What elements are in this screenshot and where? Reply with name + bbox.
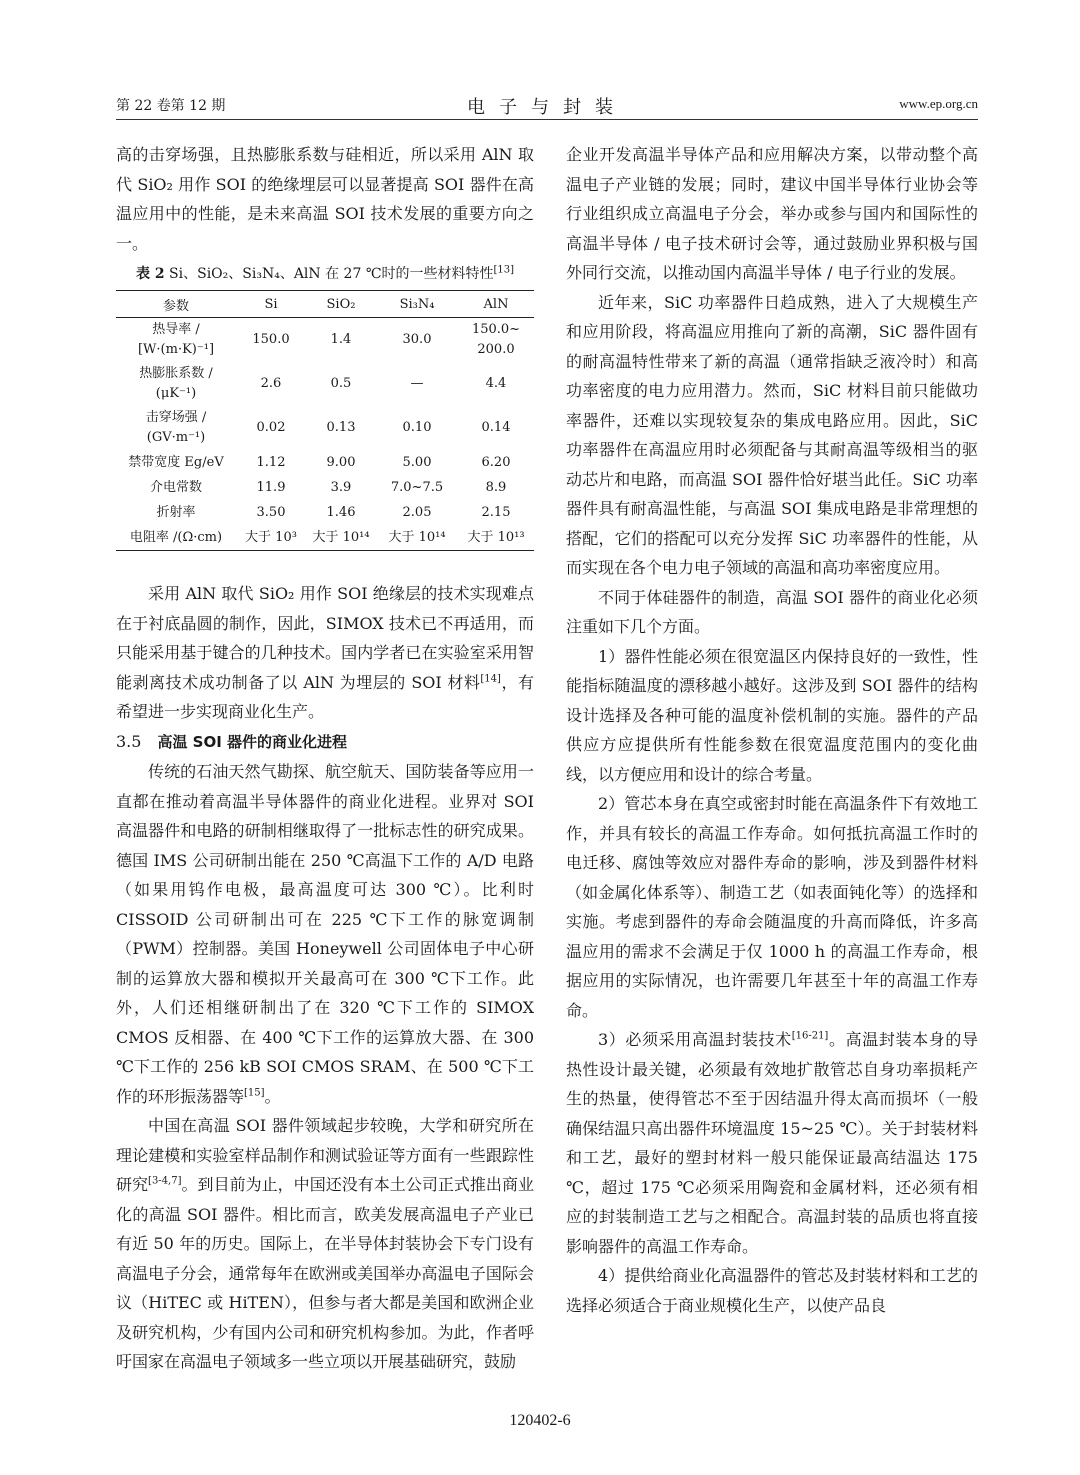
journal-website: www.ep.org.cn <box>899 96 978 111</box>
table-header-cell: Si <box>264 296 278 312</box>
table-value-cell <box>236 525 306 551</box>
right-paragraph-3: 不同于体硅器件的制造，高温 SOI 器件的商业化必须注重如下几个方面。 <box>566 587 978 636</box>
table-row <box>116 475 534 500</box>
table-value-cell <box>306 450 376 475</box>
citation-ref: [15] <box>244 1087 265 1099</box>
left-column <box>116 140 534 1377</box>
table-cell-text: 2.6 <box>260 376 282 391</box>
left-paragraph-4 <box>116 1111 534 1377</box>
table-row <box>116 450 534 475</box>
right-paragraph-2: 近年来，SiC 功率器件日趋成熟，进入了大规模生产和应用阶段，将高温应用推向了新的高潮，SiC 器件固有的耐高温特性带来了新的高温（通常指缺乏液冷时）和高功率密度的电力应用潜力。然而，SiC 材料目前只能做功率器件，还难以实现较复杂的集成电路应用。因此，SiC 功率器件在高温应用时必须配备与其耐高温等级相当的驱动芯片和电路，而高温 SOI 器件恰好堪当此任。SiC 功率器件具有耐高温性能，与高温 SOI 集成电路是非常理想的搭配，它们的搭配可以充分发挥 SiC 功率器件的性能，从而实现在各个电力电子领域的高温和高功率密度应用。 <box>566 292 978 577</box>
table-row <box>116 318 534 363</box>
table-cell-text: 折射率 <box>156 504 196 520</box>
left-paragraph-4-tail: 。到目前为止，中国还没有本土公司正式推出商业化的高温 SOI 器件。相比而言，欧美发展高温电子产业已有近 50 年的历史。国际上，在半导体封装协会下专门设有高温电子分会，通常每年在欧洲或美国举办高温电子国际会议（HiTEC 或 HiTEN），但参与者大都是美国和欧洲企业及研究机构，少有国内公司和研究机构参加。为此，作者呼吁国家在高温电子领域多一些立项以开展基础研究，鼓励 <box>116 1175 534 1371</box>
table-value-cell <box>306 525 376 551</box>
left-paragraph-3 <box>116 757 534 1111</box>
table-cell-text: 150.0~ 200.0 <box>471 322 521 357</box>
table-cell-text: 大于 10¹⁴ <box>388 529 446 545</box>
table-cell-text: 0.5 <box>330 376 352 391</box>
table-caption-label: 表 2 <box>135 266 165 282</box>
table-cell-text: 11.9 <box>256 479 286 495</box>
citation-ref: [3-4,7] <box>148 1175 182 1187</box>
table-cell-text: 0.14 <box>481 420 511 435</box>
table-value-cell <box>376 475 458 500</box>
table-caption-ref: [13] <box>493 264 515 276</box>
table-caption-text: Si、SiO₂、Si₃N₄、AlN 在 27 ℃时的一些材料特性 <box>169 266 494 282</box>
table-cell-text: 2.15 <box>481 504 511 520</box>
table-cell-text: 0.13 <box>326 420 356 435</box>
table-param-cell <box>116 525 236 551</box>
table-value-cell <box>376 500 458 525</box>
left-paragraph-2-text: 采用 AlN 取代 SiO₂ 用作 SOI 绝缘层的技术实现难点在于衬底晶圆的制作，因此，SIMOX 技术已不再适用，而只能采用基于键合的几种技术。国内学者已在实验室采用智能剥离技术成功制备了以 AlN 为埋层的 SOI 材料 <box>116 584 534 692</box>
section-heading <box>116 727 534 758</box>
right-paragraph-5: 2）管芯本身在真空或密封时能在高温条件下有效地工作，并具有较长的高温工作寿命。如何抵抗高温工作时的电迁移、腐蚀等效应对器件寿命的影响，涉及到器件材料（如金属化体系等）、制造工艺（如表面钝化等）的选择和实施。考虑到器件的寿命会随温度的升高而降低，许多高温应用的需求不会满足于仅 1000 h 的高温工作寿命，根据应用的实际情况，也许需要几年甚至十年的高温工作寿命。 <box>566 794 978 1020</box>
journal-volume: 第 22 卷第 12 期 <box>116 98 226 114</box>
left-paragraph-1: 高的击穿场强，且热膨胀系数与硅相近，所以采用 AlN 取代 SiO₂ 用作 SOI 的绝缘埋层可以显著提高 SOI 器件在高温应用中的性能，是未来高温 SOI 技术发展的重要方向之一。 <box>116 145 534 253</box>
table-value-cell <box>376 362 458 406</box>
table-row <box>116 406 534 450</box>
table-value-cell <box>458 362 534 406</box>
table-cell-text: 热导率 / [W·(m·K)⁻¹] <box>137 322 215 357</box>
table-value-cell <box>306 318 376 363</box>
table-value-cell <box>236 500 306 525</box>
table-value-cell <box>236 362 306 406</box>
table-cell-text: 6.20 <box>481 454 511 470</box>
table-param-cell <box>116 500 236 525</box>
table-row <box>116 362 534 406</box>
table-value-cell <box>376 318 458 363</box>
right-paragraph-6-text: 3）必须采用高温封装技术 <box>598 1030 792 1049</box>
journal-title: 电子与封装 <box>467 97 627 118</box>
table-value-cell <box>376 525 458 551</box>
table-cell-text: 热膨胀系数 / (μK⁻¹) <box>139 366 213 401</box>
table-cell-text: 8.9 <box>485 479 507 495</box>
table-value-cell <box>236 475 306 500</box>
table-caption <box>116 264 534 284</box>
table-cell-text: 4.4 <box>485 376 507 391</box>
right-column <box>566 140 978 1320</box>
table-value-cell <box>306 500 376 525</box>
table-cell-text: 1.12 <box>256 454 286 470</box>
table-header-cell: 参数 <box>162 298 189 314</box>
table-value-cell <box>458 500 534 525</box>
table-param-cell <box>116 406 236 450</box>
left-paragraph-2 <box>116 579 534 727</box>
right-paragraph-6-tail: 。高温封装本身的导热性设计最关键，必须最有效地扩散管芯自身功率损耗产生的热量，使得管芯不至于因结温升得太高而损坏（一般确保结温只高出器件环境温度 15~25 ℃）。关于封装材料和工艺，最好的塑封材料一般只能保证最高结温达 175 ℃，超过 175 ℃必须采用陶瓷和金属材料，还必须有相应的封装制造工艺与之相配合。高温封装的品质也将直接影响器件的高温工作寿命。 <box>566 1030 978 1256</box>
table-header-cell: SiO₂ <box>326 296 356 312</box>
page-header <box>116 93 978 120</box>
table-value-cell <box>306 406 376 450</box>
table-value-cell <box>306 475 376 500</box>
material-properties-table <box>116 290 534 551</box>
table-value-cell <box>236 406 306 450</box>
table-value-cell <box>458 525 534 551</box>
page-number: 120402-6 <box>509 1412 571 1429</box>
citation-ref: [14] <box>480 673 501 685</box>
table-cell-text: 介电常数 <box>149 479 202 495</box>
table-cell-text: 7.0~7.5 <box>390 479 444 495</box>
right-paragraph-4: 1）器件性能必须在很宽温区内保持良好的一致性，性能指标随温度的漂移越小越好。这涉及到 SOI 器件的结构设计选择及各种可能的温度补偿机制的实施。器件的产品供应方应提供所有性能参数在很宽温度范围内的变化曲线，以方便应用和设计的综合考量。 <box>566 646 978 784</box>
table-param-cell <box>116 450 236 475</box>
table-value-cell <box>458 406 534 450</box>
table-row <box>116 525 534 551</box>
table-value-cell <box>236 318 306 363</box>
table-param-cell <box>116 318 236 363</box>
table-cell-text: 1.46 <box>326 504 356 520</box>
right-paragraph-6 <box>566 1025 978 1261</box>
table-cell-text: 大于 10³ <box>245 529 297 545</box>
table-body <box>116 318 534 551</box>
table-cell-text: 击穿场强 / (GV·m⁻¹) <box>145 410 207 445</box>
table-cell-text: 大于 10¹⁴ <box>312 529 370 545</box>
table-cell-text: 9.00 <box>326 454 356 470</box>
right-paragraph-1: 企业开发高温半导体产品和应用解决方案，以带动整个高温电子产业链的发展；同时，建议中国半导体行业协会等行业组织成立高温电子分会，举办或参与国内和国际性的高温半导体 / 电子技术研讨会等，通过鼓励业界积极与国外同行交流，以推动国内高温半导体 / 电子行业的发展。 <box>566 145 978 282</box>
table-cell-text: 大于 10¹³ <box>467 529 525 545</box>
left-paragraph-4-text: 中国在高温 SOI 器件领域起步较晚，大学和研究所在理论建模和实验室样品制作和测试验证等方面有一些跟踪性研究 <box>116 1116 534 1194</box>
table-cell-text: — <box>410 376 424 391</box>
table-cell-text: 2.05 <box>402 504 432 520</box>
citation-ref: [16-21] <box>791 1030 829 1042</box>
table-value-cell <box>306 362 376 406</box>
table-header-row <box>116 291 534 318</box>
table-cell-text: 0.10 <box>402 420 432 435</box>
table-value-cell <box>458 318 534 363</box>
table-value-cell <box>376 450 458 475</box>
table-cell-text: 150.0 <box>252 332 290 347</box>
table-cell-text: 3.50 <box>256 504 286 520</box>
table-value-cell <box>458 450 534 475</box>
table-header-cell: AlN <box>483 296 509 312</box>
table-param-cell <box>116 362 236 406</box>
table-value-cell <box>458 475 534 500</box>
table-cell-text: 3.9 <box>330 479 352 495</box>
table-cell-text: 电阻率 /(Ω·cm) <box>129 529 223 545</box>
table-value-cell <box>236 450 306 475</box>
section-title: 高温 SOI 器件的商业化进程 <box>157 732 348 751</box>
table-cell-text: 30.0 <box>402 332 432 347</box>
left-paragraph-3-text: 传统的石油天然气勘探、航空航天、国防装备等应用一直都在推动着高温半导体器件的商业化进程。业界对 SOI 高温器件和电路的研制相继取得了一批标志性的研究成果。德国 IMS 公司研制出能在 250 ℃高温下工作的 A/D 电路（如果用钨作电极，最高温度可达 300 ℃）。比利时 CISSOID 公司研制出可在 225 ℃下工作的脉宽调制（PWM）控制器。美国 Honeywell 公司固体电子中心研制的运算放大器和模拟开关最高可在 300 ℃下工作。此外，人们还相继研制出了在 320 ℃下工作的 SIMOX CMOS 反相器、在 400 ℃下工作的运算放大器、在 300 ℃下工作的 256 kB SOI CMOS SRAM、在 500 ℃下工作的环形振荡器等 <box>116 762 534 1106</box>
right-paragraph-7: 4）提供给商业化高温器件的管芯及封装材料和工艺的选择必须适合于商业规模化生产，以使产品良 <box>566 1266 978 1315</box>
table-param-cell <box>116 475 236 500</box>
table-value-cell <box>376 406 458 450</box>
table-cell-text: 5.00 <box>402 454 432 470</box>
table-cell-text: 禁带宽度 Eg/eV <box>128 454 224 470</box>
section-number: 3.5 <box>116 731 142 751</box>
left-paragraph-3-tail: 。 <box>264 1086 281 1106</box>
table-header-cell: Si₃N₄ <box>399 296 435 312</box>
left-paragraph-2-tail: ，有希望进一步实现商业化生产。 <box>116 672 534 721</box>
table-cell-text: 1.4 <box>330 332 352 347</box>
table-cell-text: 0.02 <box>256 420 286 435</box>
table-row <box>116 500 534 525</box>
